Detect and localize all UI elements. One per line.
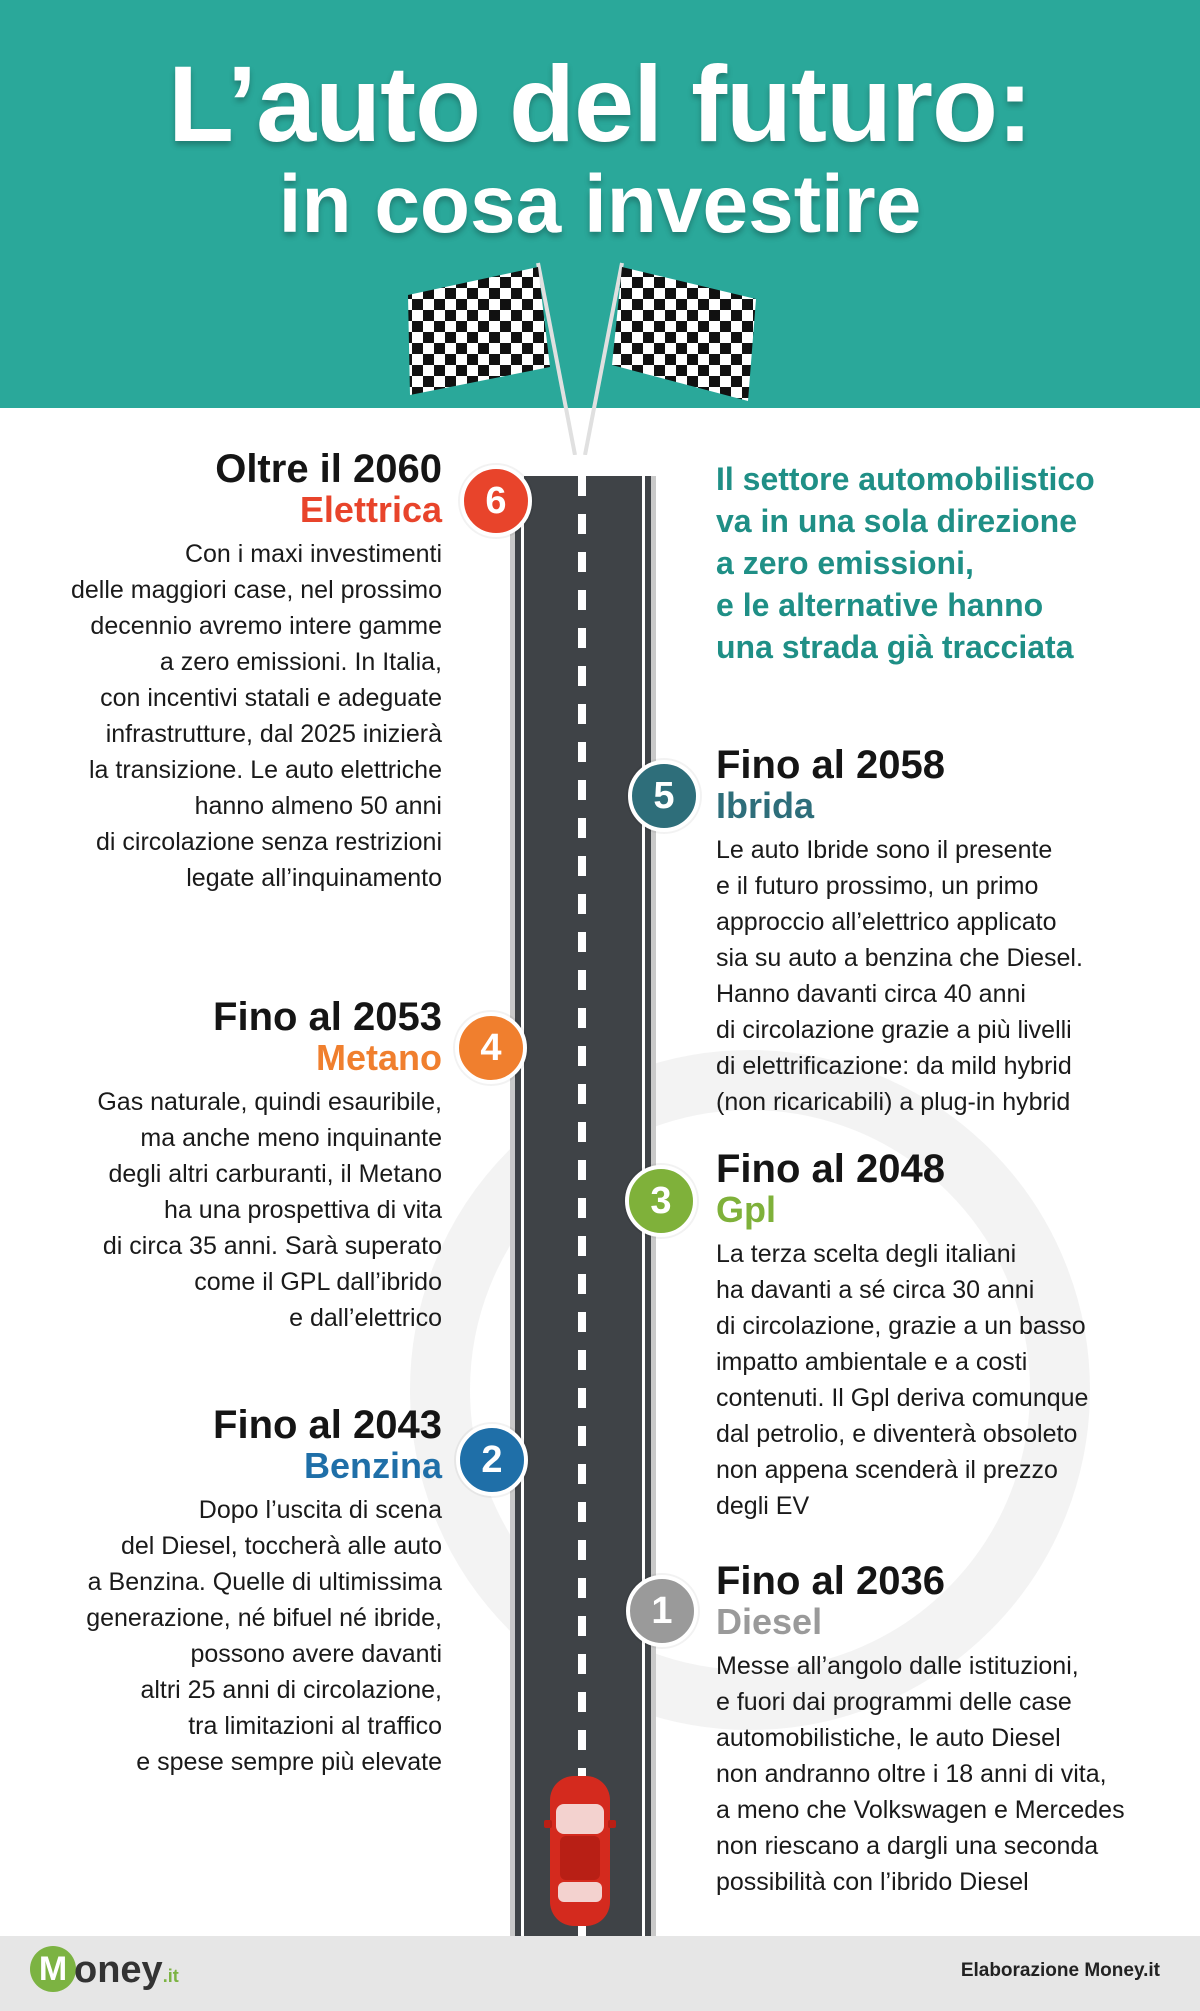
desc-line: legate all’inquinamento <box>186 864 442 892</box>
red-car-icon <box>540 1770 620 1930</box>
milestone-description <box>716 1236 1186 1524</box>
desc-line: automobilistiche, le auto Diesel <box>716 1724 1061 1752</box>
desc-line: Con i maxi investimenti <box>184 540 442 568</box>
milestone-fuel: Benzina <box>303 1445 442 1486</box>
desc-line: infrastrutture, dal 2025 inizierà <box>105 720 442 748</box>
desc-line: e fuori dai programmi delle case <box>716 1688 1072 1716</box>
desc-line: possono avere davanti <box>190 1640 442 1668</box>
desc-line: Le auto Ibride sono il presente <box>716 836 1053 864</box>
desc-line: ma anche meno inquinante <box>140 1124 442 1152</box>
road-center-dashes <box>578 476 586 1936</box>
desc-line: di elettrificazione: da mild hybrid <box>716 1052 1072 1080</box>
desc-line: possibilità con l’ibrido Diesel <box>716 1868 1029 1896</box>
logo-word: oney <box>74 1949 163 1991</box>
desc-line: (non ricaricabili) a plug-in hybrid <box>716 1088 1071 1116</box>
milestone-year: Fino al 2043 <box>213 1403 442 1447</box>
desc-line: hanno almeno 50 anni <box>194 792 442 820</box>
road-edge-left <box>521 476 524 1936</box>
milestone-4-badge: 4 <box>455 1012 527 1084</box>
desc-line: Hanno davanti circa 40 anni <box>716 980 1026 1008</box>
milestone-fuel: Metano <box>316 1037 442 1078</box>
desc-line: a zero emissioni. In Italia, <box>159 648 442 676</box>
milestone-year: Oltre il 2060 <box>215 447 442 491</box>
desc-line: ha davanti a sé circa 30 anni <box>716 1276 1035 1304</box>
desc-line: Dopo l’uscita di scena <box>198 1496 442 1524</box>
desc-line: di circolazione grazie a più livelli <box>716 1016 1072 1044</box>
desc-line: di circolazione senza restrizioni <box>96 828 442 856</box>
milestone-benzina <box>10 1404 442 1780</box>
milestone-description <box>716 832 1186 1120</box>
milestone-gpl <box>716 1148 1186 1524</box>
milestone-3-badge: 3 <box>625 1165 697 1237</box>
milestone-2-badge: 2 <box>456 1424 528 1496</box>
milestone-fuel: Diesel <box>716 1601 823 1642</box>
desc-line: tra limitazioni al traffico <box>188 1712 442 1740</box>
desc-line: come il GPL dall’ibrido <box>194 1268 442 1296</box>
left-checkered-flag-icon <box>408 267 550 395</box>
milestone-diesel <box>716 1560 1186 1900</box>
desc-line: decennio avremo intere gamme <box>90 612 442 640</box>
desc-line: a Benzina. Quelle di ultimissima <box>87 1568 442 1596</box>
desc-line: a meno che Volkswagen e Mercedes <box>716 1796 1125 1824</box>
desc-line: approccio all’elettrico applicato <box>716 908 1057 936</box>
desc-line: degli altri carburanti, il Metano <box>108 1160 442 1188</box>
milestone-elettrica <box>10 448 442 896</box>
logo-suffix: .it <box>162 1966 179 1986</box>
desc-line: impatto ambientale e a costi <box>716 1348 1028 1376</box>
milestone-year: Fino al 2036 <box>716 1559 945 1603</box>
milestone-fuel: Ibrida <box>716 785 815 826</box>
intro-line: e le alternative hanno <box>716 587 1044 623</box>
checkered-flags-icon <box>390 255 780 455</box>
milestone-metano <box>10 996 442 1336</box>
milestone-fuel: Elettrica <box>299 489 442 530</box>
desc-line: con incentivi statali e adeguate <box>100 684 442 712</box>
desc-line: non andranno oltre i 18 anni di vita, <box>716 1760 1107 1788</box>
intro-line: a zero emissioni, <box>716 545 974 581</box>
milestone-ibrida <box>716 744 1186 1120</box>
desc-line: delle maggiori case, nel prossimo <box>70 576 442 604</box>
desc-line: e dall’elettrico <box>289 1304 442 1332</box>
desc-line: non riescano a dargli una seconda <box>716 1832 1099 1860</box>
intro-statement <box>716 458 1156 668</box>
desc-line: e spese sempre più elevate <box>136 1748 442 1776</box>
desc-line: del Diesel, toccherà alle auto <box>120 1532 442 1560</box>
milestone-year: Fino al 2058 <box>716 743 945 787</box>
milestone-fuel: Gpl <box>716 1189 776 1230</box>
desc-line: non appena scenderà il prezzo <box>716 1456 1058 1484</box>
desc-line: La terza scelta degli italiani <box>716 1240 1017 1268</box>
logo-text <box>74 1950 179 1996</box>
desc-line: Gas naturale, quindi esauribile, <box>97 1088 442 1116</box>
desc-line: dal petrolio, e diventerà obsoleto <box>716 1420 1078 1448</box>
milestone-description <box>10 1084 442 1336</box>
milestone-6-badge: 6 <box>460 465 532 537</box>
credit-text: Elaborazione Money.it <box>960 1960 1160 1981</box>
desc-line: generazione, né bifuel né ibride, <box>86 1604 442 1632</box>
desc-line: degli EV <box>716 1492 810 1520</box>
title-line-2: in cosa investire <box>278 159 922 250</box>
milestone-description <box>10 1492 442 1780</box>
intro-line: una strada già tracciata <box>716 629 1074 665</box>
desc-line: sia su auto a benzina che Diesel. <box>716 944 1083 972</box>
desc-line: la transizione. Le auto elettriche <box>89 756 442 784</box>
title-line-1: L’auto del futuro: <box>168 43 1032 164</box>
desc-line: contenuti. Il Gpl deriva comunque <box>716 1384 1089 1412</box>
milestone-description <box>716 1648 1186 1900</box>
desc-line: di circa 35 anni. Sarà superato <box>102 1232 442 1260</box>
desc-line: ha una prospettiva di vita <box>164 1196 442 1224</box>
desc-line: Messe all’angolo dalle istituzioni, <box>716 1652 1079 1680</box>
milestone-year: Fino al 2048 <box>716 1147 945 1191</box>
milestone-5-badge: 5 <box>628 760 700 832</box>
intro-line: Il settore automobilistico <box>716 461 1095 497</box>
desc-line: altri 25 anni di circolazione, <box>140 1676 442 1704</box>
milestone-description <box>10 536 442 896</box>
desc-line: di circolazione, grazie a un basso <box>716 1312 1086 1340</box>
desc-line: e il futuro prossimo, un primo <box>716 872 1039 900</box>
milestone-year: Fino al 2053 <box>213 995 442 1039</box>
logo-initial: M <box>30 1946 76 1992</box>
milestone-1-badge: 1 <box>626 1575 698 1647</box>
intro-line: va in una sola direzione <box>716 503 1077 539</box>
right-checkered-flag-icon <box>612 267 756 401</box>
